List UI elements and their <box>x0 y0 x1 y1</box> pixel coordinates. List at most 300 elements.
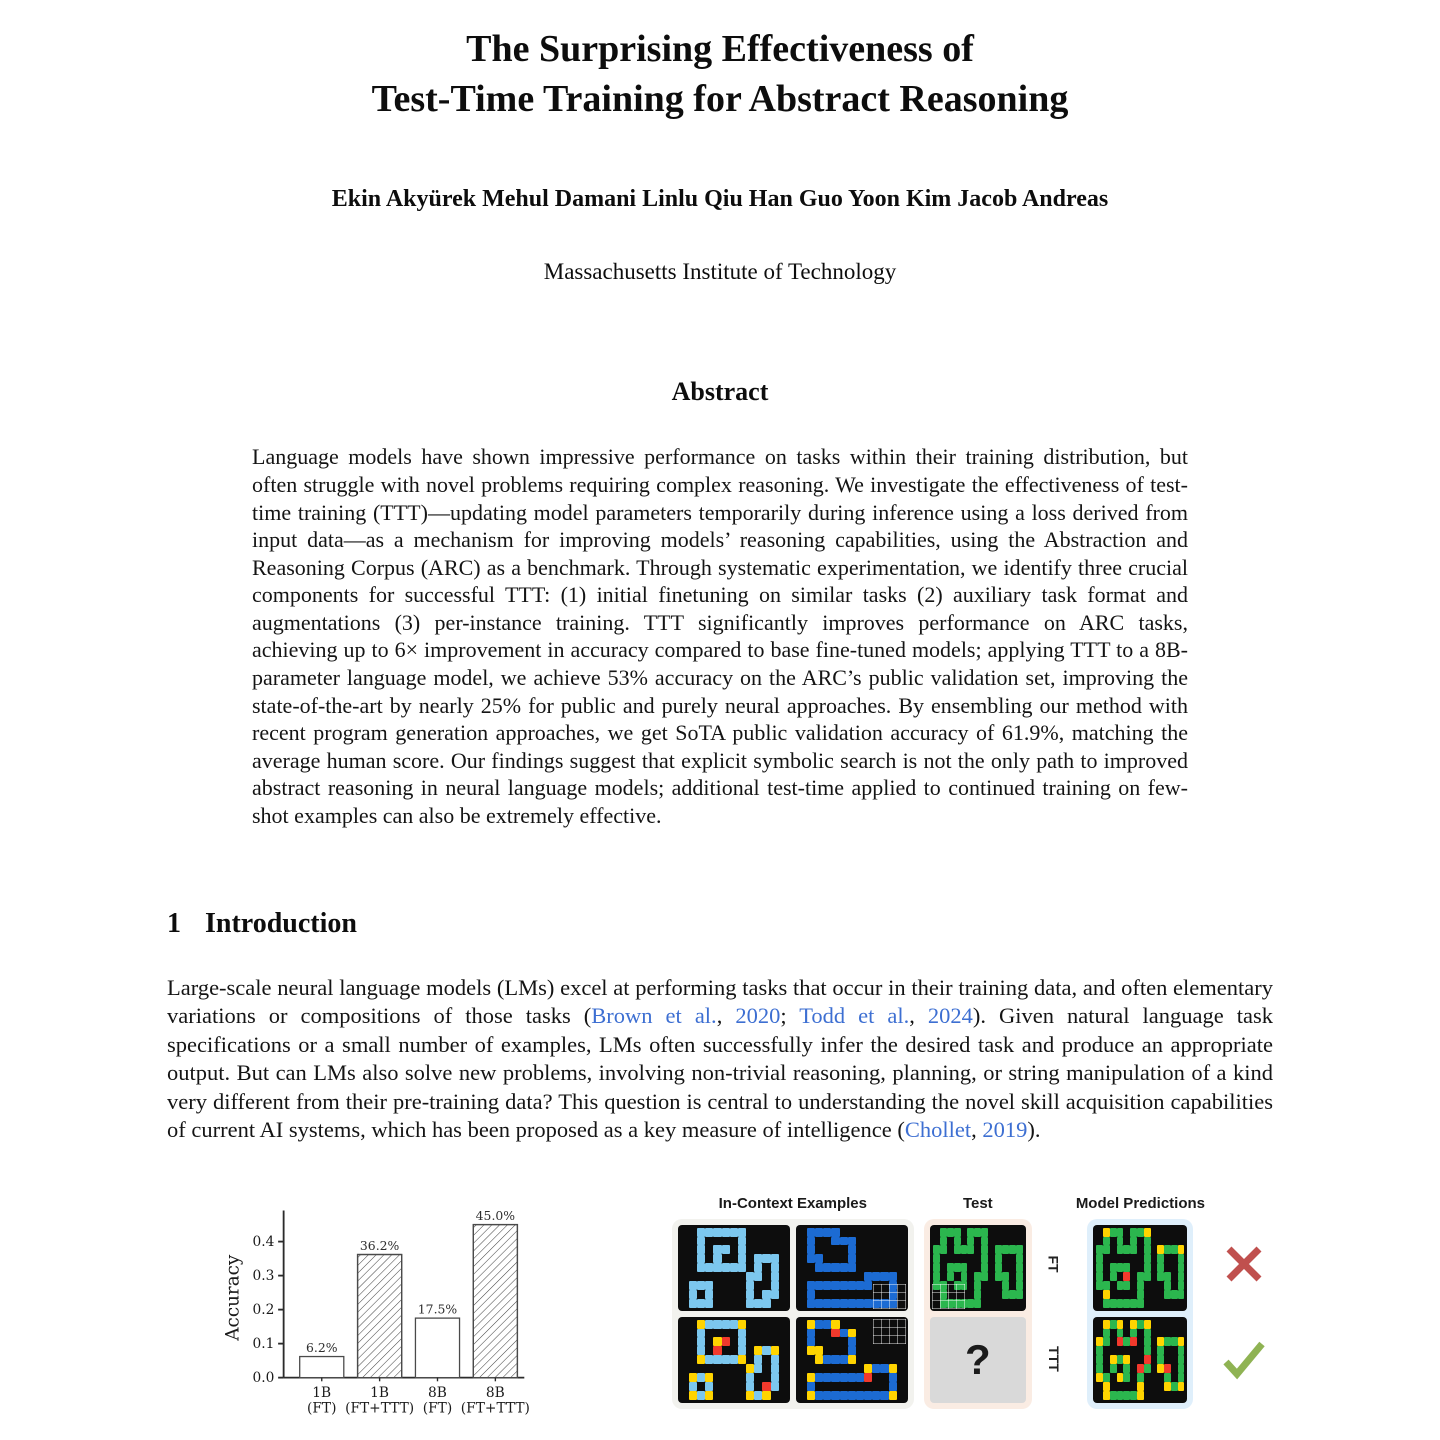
arc-cell <box>823 1346 831 1355</box>
arc-cell <box>1009 1299 1016 1308</box>
abstract-text: Language models have shown impressive performance on tasks within their training distribution, but often struggle with novel problems requiring complex reasoning. We investigate the effectiveness of test-time training (TTT)—updating model parameters temporarily during inference using a loss derived from input data—as a mechanism for improving models’ reasoning capabilities, using the Abstraction and Reasoning Corpus (ARC) as a benchmark. Through systematic experimentation, we identify three crucial components for successful TTT: (1) initial finetuning on similar tasks (2) auxiliary task format and augmentations (3) per-instance training. TTT significantly improves performance on ARC tasks, achieving up to 6× improvement in accuracy compared to base fine-tuned models; applying TTT to a 8B-parameter language model, we achieve 53% accuracy on the ARC’s public validation set, improving the state-of-the-art by nearly 25% for public and purely neural approaches. By ensembling our method with recent program generation approaches, we get SoTA public validation accuracy of 61.9%, matching the average human score. Our findings suggest that explicit symbolic search is not the only path to improved abstract reasoning in neural language models; additional test-time applied to continued training on few-shot examples can also be extremely effective. <box>252 444 1188 829</box>
arc-cell <box>730 1329 738 1338</box>
arc-cell <box>762 1320 770 1329</box>
arc-cell <box>848 1290 856 1299</box>
arc-cell <box>762 1373 770 1382</box>
arc-cell <box>799 1382 807 1391</box>
arc-cell <box>840 1364 848 1373</box>
arc-cell <box>840 1346 848 1355</box>
arc-cell <box>1110 1254 1117 1263</box>
arc-cell <box>1171 1290 1178 1299</box>
arc-cell <box>799 1272 807 1281</box>
arc-cell <box>1096 1281 1103 1290</box>
arc-cell <box>1137 1245 1144 1254</box>
arc-cell <box>988 1299 995 1308</box>
arc-cell <box>961 1281 968 1290</box>
svg-text:(FT+TTT): (FT+TTT) <box>345 1400 415 1417</box>
arc-cell <box>897 1346 905 1355</box>
arc-cell <box>713 1373 721 1382</box>
arc-cell <box>681 1391 689 1400</box>
arc-cell <box>1110 1382 1117 1391</box>
arc-cell <box>864 1364 872 1373</box>
arc-cell <box>831 1290 839 1299</box>
arc-cell <box>1178 1299 1185 1308</box>
arc-cell <box>1117 1290 1124 1299</box>
arc-cell <box>1151 1355 1158 1364</box>
arc-cell <box>880 1263 888 1272</box>
arc-cell <box>831 1364 839 1373</box>
arc-cell <box>1002 1237 1009 1246</box>
arc-cell <box>954 1263 961 1272</box>
arc-cell <box>967 1245 974 1254</box>
arc-cell <box>815 1337 823 1346</box>
arc-cell <box>995 1263 1002 1272</box>
arc-cell <box>872 1329 880 1338</box>
predictions-column <box>1076 1195 1205 1409</box>
arc-cell <box>897 1272 905 1281</box>
section-number: 1 <box>167 907 181 939</box>
arc-cell <box>1123 1329 1130 1338</box>
arc-cell <box>1151 1364 1158 1373</box>
arc-cell <box>807 1228 815 1237</box>
arc-cell <box>815 1237 823 1246</box>
arc-cell <box>1130 1263 1137 1272</box>
arc-cell <box>1157 1382 1164 1391</box>
arc-cell <box>1016 1237 1023 1246</box>
arc-cell <box>1110 1373 1117 1382</box>
arc-cell <box>856 1391 864 1400</box>
arc-cell <box>815 1364 823 1373</box>
arc-cell <box>705 1346 713 1355</box>
arc-cell <box>1157 1237 1164 1246</box>
figure-1 <box>167 1195 1273 1439</box>
arc-cell <box>897 1281 905 1290</box>
arc-cell <box>689 1337 697 1346</box>
arc-cell <box>713 1228 721 1237</box>
arc-cell <box>754 1281 762 1290</box>
arc-cell <box>1016 1245 1023 1254</box>
arc-cell <box>754 1355 762 1364</box>
citation-link[interactable]: 2024 <box>927 1003 973 1029</box>
arc-cell <box>1096 1320 1103 1329</box>
arc-cell <box>933 1299 940 1308</box>
arc-cell <box>995 1237 1002 1246</box>
svg-text:0.0: 0.0 <box>252 1369 275 1386</box>
arc-cell <box>799 1355 807 1364</box>
arc-cell <box>995 1281 1002 1290</box>
arc-cell <box>705 1355 713 1364</box>
arc-cell <box>897 1228 905 1237</box>
arc-cell <box>1137 1290 1144 1299</box>
arc-cell <box>897 1382 905 1391</box>
arc-cell <box>1137 1355 1144 1364</box>
arc-cell <box>815 1382 823 1391</box>
arc-cell <box>1151 1237 1158 1246</box>
arc-cell <box>823 1272 831 1281</box>
arc-cell <box>689 1382 697 1391</box>
arc-cell <box>1144 1254 1151 1263</box>
arc-cell <box>697 1329 705 1338</box>
arc-cell <box>722 1391 730 1400</box>
arc-cell <box>1171 1228 1178 1237</box>
arc-cell <box>697 1237 705 1246</box>
arc-cell <box>1171 1281 1178 1290</box>
arc-cell <box>1151 1263 1158 1272</box>
arc-cell <box>831 1391 839 1400</box>
arc-cell <box>831 1228 839 1237</box>
arc-cell <box>1171 1237 1178 1246</box>
svg-text:1B: 1B <box>370 1384 390 1401</box>
arc-cell <box>771 1263 779 1272</box>
arc-cell <box>1171 1364 1178 1373</box>
arc-cell <box>1009 1237 1016 1246</box>
arc-cell <box>1117 1245 1124 1254</box>
arc-cell <box>681 1237 689 1246</box>
arc-cell <box>1137 1391 1144 1400</box>
arc-cell <box>799 1263 807 1272</box>
arc-cell <box>1144 1237 1151 1246</box>
arc-cell <box>1117 1263 1124 1272</box>
abstract-heading: Abstract <box>671 377 769 407</box>
arc-cell <box>848 1245 856 1254</box>
arc-cell <box>840 1373 848 1382</box>
arc-cell <box>1144 1329 1151 1338</box>
arc-cell <box>754 1272 762 1281</box>
arc-cell <box>815 1373 823 1382</box>
arc-cell <box>840 1254 848 1263</box>
arc-cell <box>738 1346 746 1355</box>
arc-cell <box>1144 1299 1151 1308</box>
arc-cell <box>974 1299 981 1308</box>
arc-cell <box>864 1355 872 1364</box>
arc-cell <box>967 1237 974 1246</box>
arc-cell <box>738 1391 746 1400</box>
arc-cell <box>1178 1337 1185 1346</box>
arc-cell <box>697 1228 705 1237</box>
arc-cell <box>689 1373 697 1382</box>
arc-cell <box>1103 1346 1110 1355</box>
cross-icon <box>1221 1241 1267 1287</box>
arc-cell <box>730 1228 738 1237</box>
arc-cell <box>754 1391 762 1400</box>
arc-cell <box>1002 1254 1009 1263</box>
arc-cell <box>995 1299 1002 1308</box>
arc-cell <box>856 1281 864 1290</box>
arc-cell <box>713 1254 721 1263</box>
arc-cell <box>713 1320 721 1329</box>
arc-cell <box>1016 1228 1023 1237</box>
arc-cell <box>823 1254 831 1263</box>
arc-cell <box>988 1263 995 1272</box>
arc-cell <box>1144 1245 1151 1254</box>
arc-cell <box>840 1290 848 1299</box>
arc-cell <box>848 1337 856 1346</box>
arc-cell <box>848 1391 856 1400</box>
arc-cell <box>807 1281 815 1290</box>
arc-cell <box>722 1382 730 1391</box>
arc-cell <box>856 1245 864 1254</box>
arc-cell <box>1103 1254 1110 1263</box>
arc-cell <box>1130 1373 1137 1382</box>
arc-cell <box>681 1337 689 1346</box>
arc-cell <box>967 1228 974 1237</box>
arc-cell <box>722 1228 730 1237</box>
arc-cell <box>1137 1299 1144 1308</box>
arc-cell <box>981 1290 988 1299</box>
arc-cell <box>823 1263 831 1272</box>
arc-cell <box>689 1391 697 1400</box>
arc-cell <box>762 1228 770 1237</box>
arc-cell <box>1178 1320 1185 1329</box>
arc-cell <box>840 1337 848 1346</box>
arc-cell <box>889 1281 897 1290</box>
ft-row-label: FT <box>1045 1255 1062 1273</box>
arc-cell <box>738 1281 746 1290</box>
arc-cell <box>1144 1382 1151 1391</box>
arc-cell <box>1103 1373 1110 1382</box>
arc-cell <box>681 1346 689 1355</box>
arc-cell <box>713 1299 721 1308</box>
arc-cell <box>1144 1346 1151 1355</box>
arc-cell <box>697 1320 705 1329</box>
arc-cell <box>762 1281 770 1290</box>
arc-cell <box>730 1237 738 1246</box>
arc-cell <box>746 1254 754 1263</box>
arc-cell <box>1171 1346 1178 1355</box>
arc-cell <box>779 1228 787 1237</box>
arc-cell <box>1123 1391 1130 1400</box>
arc-cell <box>799 1373 807 1382</box>
arc-cell <box>872 1346 880 1355</box>
arc-cell <box>1110 1299 1117 1308</box>
arc-cell <box>754 1337 762 1346</box>
arc-cell <box>713 1237 721 1246</box>
arc-cell <box>1009 1290 1016 1299</box>
arc-cell <box>1171 1382 1178 1391</box>
arc-cell <box>799 1320 807 1329</box>
predictions-panel-group <box>1087 1219 1193 1409</box>
arc-cell <box>722 1281 730 1290</box>
arc-cell <box>1151 1245 1158 1254</box>
arc-cell <box>1178 1346 1185 1355</box>
arc-cell <box>815 1329 823 1338</box>
arc-cell <box>840 1382 848 1391</box>
text-segment: , <box>909 1003 928 1029</box>
arc-cell <box>1096 1346 1103 1355</box>
arc-cell <box>1130 1346 1137 1355</box>
arc-cell <box>697 1355 705 1364</box>
arc-cell <box>1110 1391 1117 1400</box>
arc-cell <box>1144 1355 1151 1364</box>
arc-cell <box>889 1373 897 1382</box>
arc-cell <box>762 1364 770 1373</box>
check-icon <box>1219 1336 1269 1382</box>
arc-cell <box>1096 1373 1103 1382</box>
arc-cell <box>1110 1228 1117 1237</box>
arc-cell <box>771 1329 779 1338</box>
arc-cell <box>823 1337 831 1346</box>
arc-cell <box>940 1263 947 1272</box>
arc-cell <box>831 1355 839 1364</box>
arc-cell <box>722 1320 730 1329</box>
arc-panel-ft-prediction <box>1093 1225 1187 1311</box>
arc-cell <box>848 1254 856 1263</box>
citation-link[interactable]: Todd et al. <box>799 1003 910 1029</box>
arc-cell <box>880 1228 888 1237</box>
arc-cell <box>889 1245 897 1254</box>
arc-cell <box>771 1245 779 1254</box>
arc-cell <box>856 1364 864 1373</box>
arc-cell <box>961 1237 968 1246</box>
arc-cell <box>771 1382 779 1391</box>
arc-cell <box>1164 1272 1171 1281</box>
arc-cell <box>1137 1337 1144 1346</box>
arc-cell <box>1130 1337 1137 1346</box>
arc-cell <box>705 1299 713 1308</box>
text-segment: ). Given natural language task specifications or a small number of examples, LMs often successfully infer the desired task and produce an appropriate output. But can LMs also solve new problems, involving non-trivial reasoning, planning, or string manipulation of a kind very different from their pre-training data? This question is central to understanding the novel skill acquisition capabilities of current AI systems, which has been proposed as a key measure of intelligence ( <box>167 1003 1273 1143</box>
arc-cell <box>848 1364 856 1373</box>
arc-cell <box>889 1272 897 1281</box>
arc-cell <box>1164 1320 1171 1329</box>
arc-cell <box>705 1290 713 1299</box>
arc-cell <box>856 1290 864 1299</box>
citation-link[interactable]: 2019 <box>982 1117 1028 1143</box>
arc-cell <box>981 1228 988 1237</box>
arc-cell <box>967 1281 974 1290</box>
arc-cell <box>754 1254 762 1263</box>
arc-cell <box>954 1281 961 1290</box>
arc-cell <box>730 1337 738 1346</box>
arc-cell <box>1137 1329 1144 1338</box>
arc-cell <box>705 1254 713 1263</box>
arc-cell <box>1103 1382 1110 1391</box>
arc-cell <box>799 1245 807 1254</box>
arc-panel-test-input <box>930 1225 1026 1311</box>
arc-cell <box>730 1272 738 1281</box>
citation-link[interactable]: Brown et al. <box>591 1003 717 1029</box>
arc-cell <box>697 1382 705 1391</box>
arc-cell <box>1002 1272 1009 1281</box>
arc-cell <box>872 1373 880 1382</box>
arc-cell <box>799 1299 807 1308</box>
arc-cell <box>1144 1337 1151 1346</box>
arc-cell <box>1103 1355 1110 1364</box>
arc-cell <box>1130 1237 1137 1246</box>
arc-cell <box>1123 1382 1130 1391</box>
arc-cell <box>705 1245 713 1254</box>
arc-cell <box>799 1337 807 1346</box>
arc-cell <box>831 1337 839 1346</box>
arc-cell <box>730 1263 738 1272</box>
arc-cell <box>940 1290 947 1299</box>
arc-cell <box>880 1245 888 1254</box>
arc-cell <box>754 1346 762 1355</box>
arc-cell <box>880 1320 888 1329</box>
citation-link[interactable]: Chollet <box>904 1117 972 1143</box>
arc-cell <box>1137 1237 1144 1246</box>
predictions-header: Model Predictions <box>1075 1194 1205 1212</box>
arc-cell <box>681 1290 689 1299</box>
arc-cell <box>880 1290 888 1299</box>
svg-text:8B: 8B <box>485 1384 505 1401</box>
arc-cell <box>1096 1237 1103 1246</box>
arc-cell <box>705 1281 713 1290</box>
arc-cell <box>722 1237 730 1246</box>
arc-cell <box>848 1263 856 1272</box>
arc-cell <box>1130 1299 1137 1308</box>
arc-cell <box>1130 1355 1137 1364</box>
arc-cell <box>1110 1346 1117 1355</box>
arc-cell <box>1178 1245 1185 1254</box>
arc-panel-example-output-2 <box>796 1317 908 1403</box>
arc-cell <box>1123 1237 1130 1246</box>
arc-cell <box>689 1346 697 1355</box>
arc-cell <box>848 1329 856 1338</box>
arc-cell <box>954 1299 961 1308</box>
arc-cell <box>771 1337 779 1346</box>
model-row-labels <box>1042 1217 1066 1407</box>
arc-cell <box>1157 1245 1164 1254</box>
arc-cell <box>933 1228 940 1237</box>
arc-cell <box>864 1346 872 1355</box>
arc-cell <box>840 1281 848 1290</box>
arc-cell <box>697 1346 705 1355</box>
arc-cell <box>1016 1281 1023 1290</box>
arc-cell <box>705 1391 713 1400</box>
arc-cell <box>880 1337 888 1346</box>
arc-cell <box>840 1355 848 1364</box>
arc-cell <box>1178 1237 1185 1246</box>
arc-cell <box>880 1364 888 1373</box>
arc-cell <box>1103 1290 1110 1299</box>
ttt-row-label: TTT <box>1045 1346 1062 1372</box>
arc-cell <box>974 1272 981 1281</box>
arc-cell <box>947 1263 954 1272</box>
arc-cell <box>823 1320 831 1329</box>
arc-cell <box>689 1281 697 1290</box>
authors-line: Ekin Akyürek Mehul Damani Linlu Qiu Han Guo Yoon Kim Jacob Andreas <box>331 186 1109 213</box>
arc-cell <box>746 1245 754 1254</box>
arc-cell <box>779 1364 787 1373</box>
arc-cell <box>831 1281 839 1290</box>
title-line-1: The Surprising Effectiveness of <box>466 28 974 70</box>
citation-link[interactable]: 2020 <box>735 1003 781 1029</box>
arc-cell <box>880 1272 888 1281</box>
arc-cell <box>1110 1364 1117 1373</box>
arc-cell <box>872 1263 880 1272</box>
arc-cell <box>815 1272 823 1281</box>
page-title <box>167 24 1273 124</box>
arc-cell <box>1130 1281 1137 1290</box>
arc-cell <box>1130 1382 1137 1391</box>
arc-cell <box>746 1346 754 1355</box>
arc-cell <box>697 1337 705 1346</box>
arc-cell <box>762 1329 770 1338</box>
arc-cell <box>754 1290 762 1299</box>
arc-cell <box>864 1290 872 1299</box>
arc-cell <box>1016 1290 1023 1299</box>
arc-cell <box>738 1355 746 1364</box>
arc-cell <box>779 1245 787 1254</box>
svg-text:(FT): (FT) <box>422 1400 453 1417</box>
arc-cell <box>746 1355 754 1364</box>
arc-cell <box>1110 1329 1117 1338</box>
arc-cell <box>1123 1346 1130 1355</box>
arc-cell <box>1171 1391 1178 1400</box>
arc-cell <box>889 1364 897 1373</box>
arc-cell <box>995 1245 1002 1254</box>
arc-cell <box>856 1299 864 1308</box>
